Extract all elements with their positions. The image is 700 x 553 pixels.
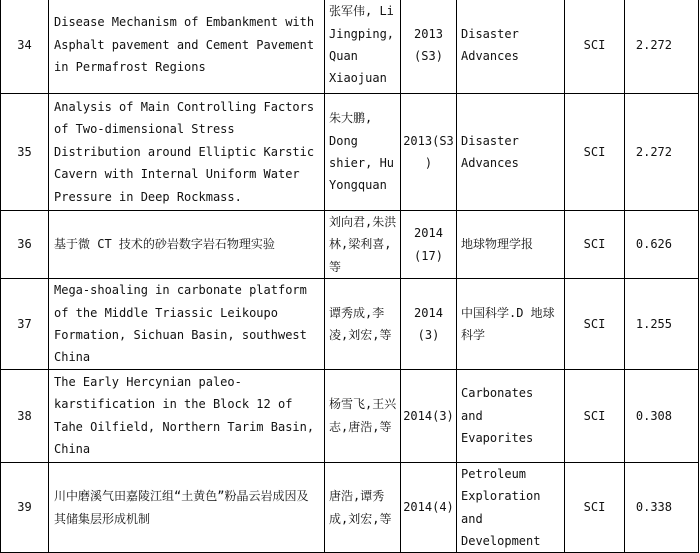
index-type: SCI: [565, 279, 625, 370]
index-type: SCI: [565, 0, 625, 94]
table-row: [1, 94, 699, 211]
row-number: 34: [1, 0, 49, 94]
row-number: 38: [1, 369, 49, 462]
paper-authors: 刘向君,朱洪林,梁利喜,等: [325, 211, 401, 279]
impact-factor: 2.272: [625, 0, 699, 94]
paper-title: The Early Hercynian paleo-karstification in the Block 12 of Tahe Oilfield, Northern Tarim Basin, China: [49, 369, 325, 462]
impact-factor: 2.272: [625, 94, 699, 211]
table-row: [1, 0, 699, 94]
table-row: [1, 369, 699, 462]
row-number: 39: [1, 462, 49, 553]
table-row: [1, 211, 699, 279]
paper-authors: 朱大鹏, Dong shier, Hu Yongquan: [325, 94, 401, 211]
paper-year-issue: 2014(4): [401, 462, 457, 553]
table-body: [1, 0, 699, 553]
journal-name: 中国科学.D 地球科学: [457, 279, 565, 370]
paper-title: 基于微 CT 技术的砂岩数字岩石物理实验: [49, 211, 325, 279]
index-type: SCI: [565, 462, 625, 553]
paper-year-issue: 2014 (17): [401, 211, 457, 279]
impact-factor: 1.255: [625, 279, 699, 370]
row-number: 35: [1, 94, 49, 211]
journal-name: Disaster Advances: [457, 94, 565, 211]
journal-name: 地球物理学报: [457, 211, 565, 279]
paper-year-issue: 2013 (S3): [401, 0, 457, 94]
paper-title: Analysis of Main Controlling Factors of Two-dimensional Stress Distribution around Elliptic Karstic Cavern with Internal Uniform Water Pressure in Deep Rockmass.: [49, 94, 325, 211]
paper-year-issue: 2013(S3): [401, 94, 457, 211]
paper-title: Mega-shoaling in carbonate platform of the Middle Triassic Leikoupo Formation, Sichuan Basin, southwest China: [49, 279, 325, 370]
paper-authors: 张军伟, Li Jingping, Quan Xiaojuan: [325, 0, 401, 94]
paper-year-issue: 2014(3): [401, 369, 457, 462]
row-number: 36: [1, 211, 49, 279]
paper-authors: 唐浩,谭秀成,刘宏,等: [325, 462, 401, 553]
journal-name: Disaster Advances: [457, 0, 565, 94]
impact-factor: 0.338: [625, 462, 699, 553]
table-row: [1, 462, 699, 553]
index-type: SCI: [565, 94, 625, 211]
impact-factor: 0.626: [625, 211, 699, 279]
paper-authors: 谭秀成,李凌,刘宏,等: [325, 279, 401, 370]
index-type: SCI: [565, 369, 625, 462]
paper-title: Disease Mechanism of Embankment with Asphalt pavement and Cement Pavement in Permafrost Regions: [49, 0, 325, 94]
impact-factor: 0.308: [625, 369, 699, 462]
table-row: [1, 279, 699, 370]
journal-name: Carbonates and Evaporites: [457, 369, 565, 462]
paper-year-issue: 2014 (3): [401, 279, 457, 370]
paper-title: 川中磨溪气田嘉陵江组“土黄色”粉晶云岩成因及其储集层形成机制: [49, 462, 325, 553]
journal-name: Petroleum Exploration and Development: [457, 462, 565, 553]
index-type: SCI: [565, 211, 625, 279]
row-number: 37: [1, 279, 49, 370]
paper-authors: 杨雪飞,王兴志,唐浩,等: [325, 369, 401, 462]
